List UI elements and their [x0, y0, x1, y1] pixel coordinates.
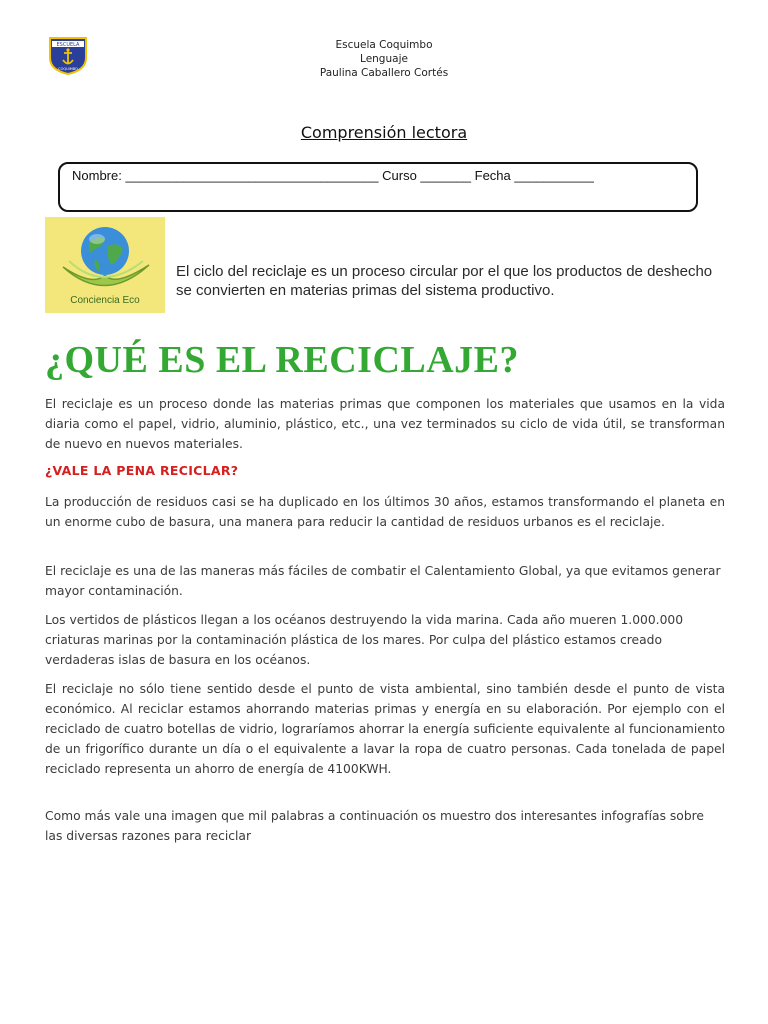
globe-leaf-icon: [45, 217, 165, 313]
subject-name: Lenguaje: [360, 53, 408, 65]
section-title: ¿QUÉ ES EL RECICLAJE?: [45, 339, 520, 381]
paragraph-infographics: Como más vale una imagen que mil palabras a continuación os muestro dos interesantes infografías sobre las diversas razones para reciclar: [45, 809, 704, 843]
paragraph-global-warming: El reciclaje es una de las maneras más fáciles de combatir el Calentamiento Global, ya que evitamos generar mayor contaminación.: [45, 564, 721, 598]
document-header: [0, 38, 768, 80]
intro-text: El ciclo del reciclaje es un proceso circular por el que los productos de deshecho se convierten en materias primas del sistema productivo.: [176, 263, 713, 299]
eco-logo: [45, 217, 165, 313]
logo-text-bottom: COQUIMBO: [58, 67, 78, 71]
paragraph-economy: El reciclaje no sólo tiene sentido desde el punto de vista ambiental, sino también desde el punto de vista económico. Al reciclar estamos ahorrando materias primas y energía en su elaboración. Por ejemplo con el reciclado de cuatro botellas de vidrio, lograríamos ahorrar la energía suficiente equivalente al funcionamiento de un frigorífico durante un día o el equivalente a lavar la ropa de cuatro personas. Cada tonelada de papel reciclado representa un ahorro de energía de 4100KWH.: [45, 682, 725, 776]
subheading: ¿VALE LA PENA RECICLAR?: [45, 463, 239, 478]
paragraph-plastics: Los vertidos de plásticos llegan a los océanos destruyendo la vida marina. Cada año mueren 1.000.000 criaturas marinas por la contaminación plástica de los mares. Por culpa del plástico estamos creado verdaderas islas de basura en los océanos.: [45, 613, 684, 667]
page-title: Comprensión lectora: [300, 123, 468, 142]
paragraph-waste: La producción de residuos casi se ha duplicado en los últimos 30 años, estamos transformando el planeta en un enorme cubo de basura, una manera para reducir la cantidad de residuos urbanos es el reciclaje.: [45, 495, 725, 529]
eco-logo-label: Conciencia Eco: [70, 295, 140, 306]
student-info-line[interactable]: Nombre: ___________________________________ Curso _______ Fecha ___________: [72, 168, 594, 183]
teacher-name: Paulina Caballero Cortés: [319, 67, 449, 79]
paragraph-definition: El reciclaje es un proceso donde las materias primas que componen los materiales que usamos en la vida diaria como el papel, vidrio, aluminio, plástico, etc., una vez terminados su ciclo de vida útil, se transforman de nuevo en nuevos materiales.: [45, 397, 725, 451]
logo-text-top: ESCUELA: [56, 42, 80, 48]
school-name: Escuela Coquimbo: [335, 39, 433, 51]
